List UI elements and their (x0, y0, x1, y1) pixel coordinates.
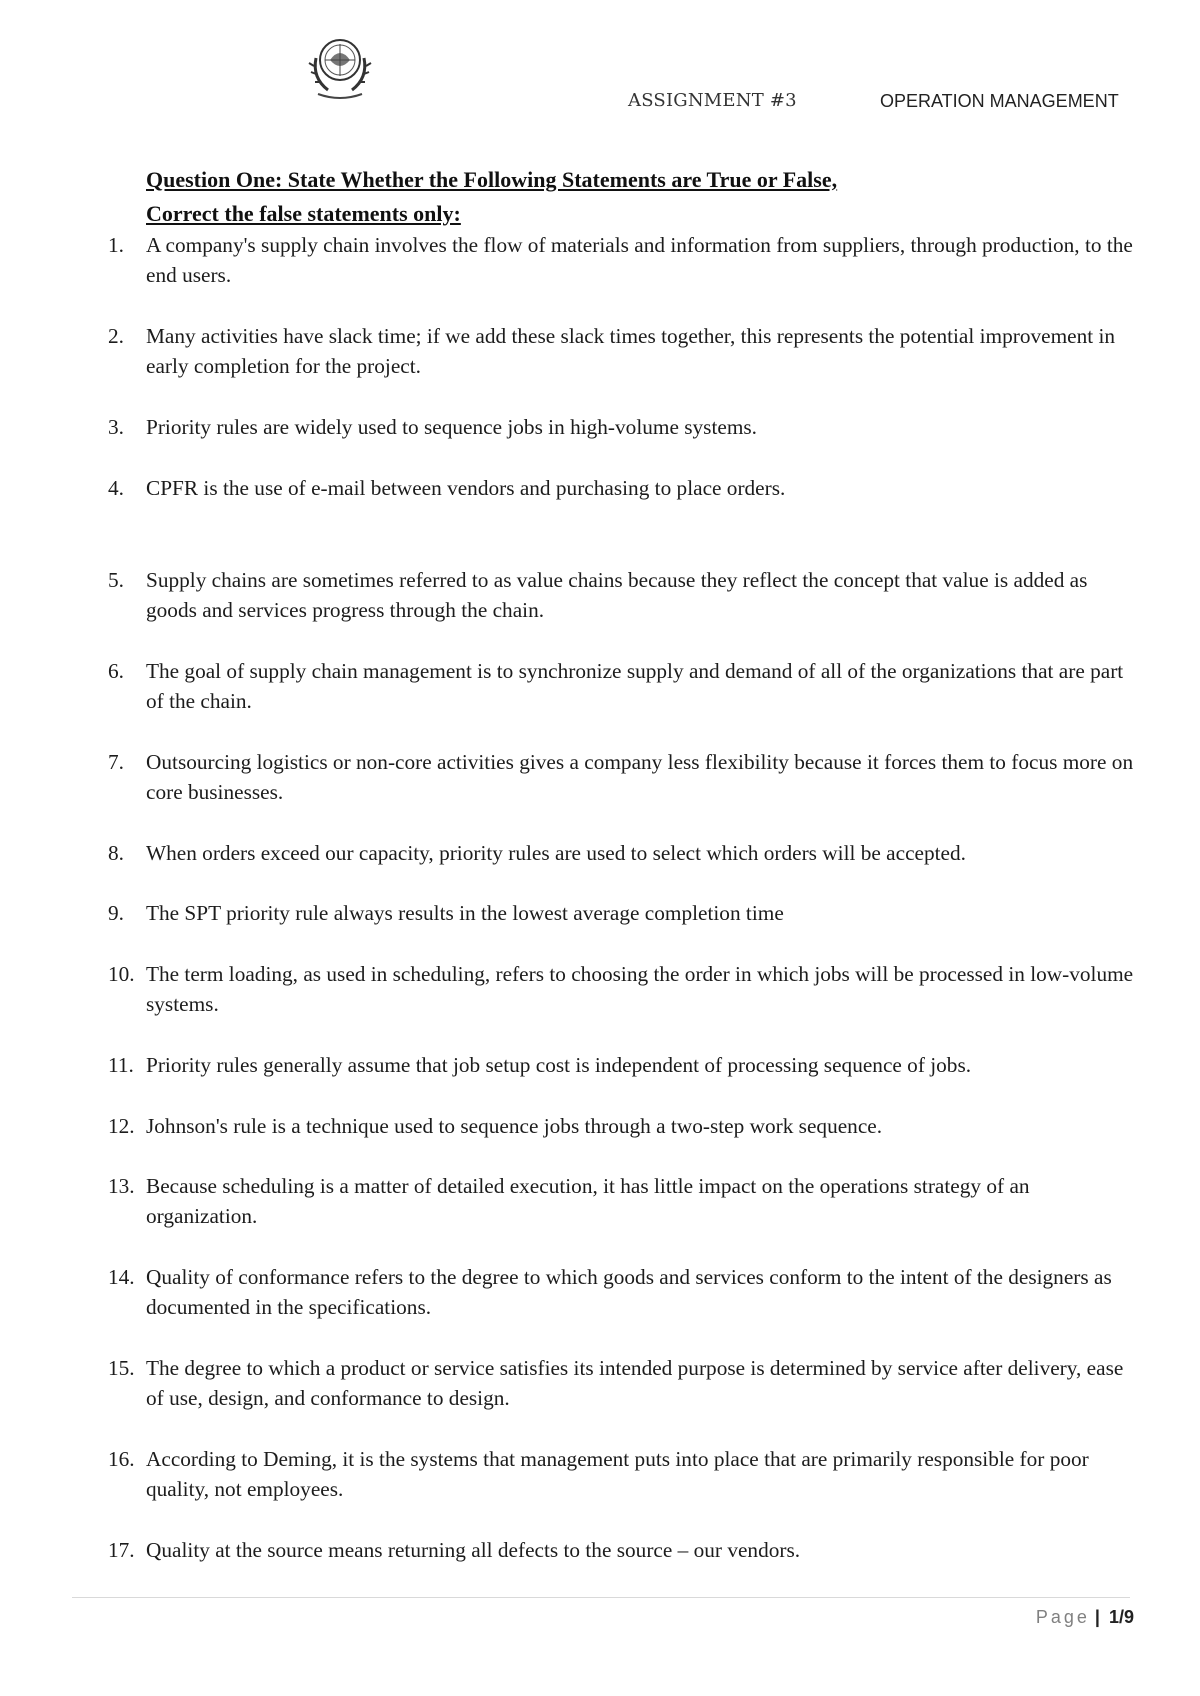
list-item: 9. The SPT priority rule always results in the lowest average completion time (108, 901, 784, 925)
list-item: 1. A company's supply chain involves the flow of materials and information from suppliers, through production, to the end users. (108, 233, 1133, 287)
assignment-label: ASSIGNMENT #3 (628, 90, 797, 111)
page-label: Page (1035, 1607, 1090, 1627)
list-item: 5. Supply chains are sometimes referred to as value chains because they reflect the concept that value is added as goods and services progress through the chain. (108, 568, 1088, 622)
list-item: 6. The goal of supply chain management is to synchronize supply and demand of all of the organizations that are part of the chain. (108, 659, 1124, 713)
list-item: 14. Quality of conformance refers to the degree to which goods and services conform to the intent of the designers as documented in the specifications. (108, 1265, 1112, 1319)
list-item: 4. CPFR is the use of e-mail between vendors and purchasing to place orders. (108, 476, 786, 500)
list-item: 17. Quality at the source means returning all defects to the source – our vendors. (108, 1538, 801, 1562)
list-item: 7. Outsourcing logistics or non-core activities gives a company less flexibility because it forces them to focus more on core businesses. (108, 750, 1134, 804)
footer-divider (72, 1597, 1130, 1598)
question-title-line1: Question One: State Whether the Following Statements are True or False, (146, 167, 838, 192)
course-label: OPERATION MANAGEMENT (880, 91, 1119, 111)
list-item: 16. According to Deming, it is the systems that management puts into place that are primarily responsible for poor quality, not employees. (108, 1447, 1089, 1501)
list-item: 13. Because scheduling is a matter of detailed execution, it has little impact on the operations strategy of an organization. (108, 1174, 1030, 1228)
list-item: 12. Johnson's rule is a technique used to sequence jobs through a two-step work sequence. (108, 1114, 883, 1138)
list-item: 15. The degree to which a product or service satisfies its intended purpose is determined by service after delivery, ease of use, design, and conformance to design. (108, 1356, 1124, 1410)
list-item: 3. Priority rules are widely used to sequence jobs in high-volume systems. (108, 415, 757, 439)
list-item: 2. Many activities have slack time; if we add these slack times together, this represents the potential improvement in early completion for the project. (108, 324, 1116, 378)
question-title-line2: Correct the false statements only: (146, 201, 461, 226)
list-item: 8. When orders exceed our capacity, priority rules are used to select which orders will be accepted. (108, 841, 966, 865)
list-item: 11. Priority rules generally assume that job setup cost is independent of processing sequence of jobs. (108, 1053, 972, 1077)
page-footer (1036, 1607, 1134, 1628)
list-item: 10. The term loading, as used in scheduling, refers to choosing the order in which jobs will be processed in low-volume systems. (108, 962, 1134, 1016)
page-separator: | (1094, 1607, 1100, 1627)
page-number: 1/9 (1108, 1607, 1134, 1627)
